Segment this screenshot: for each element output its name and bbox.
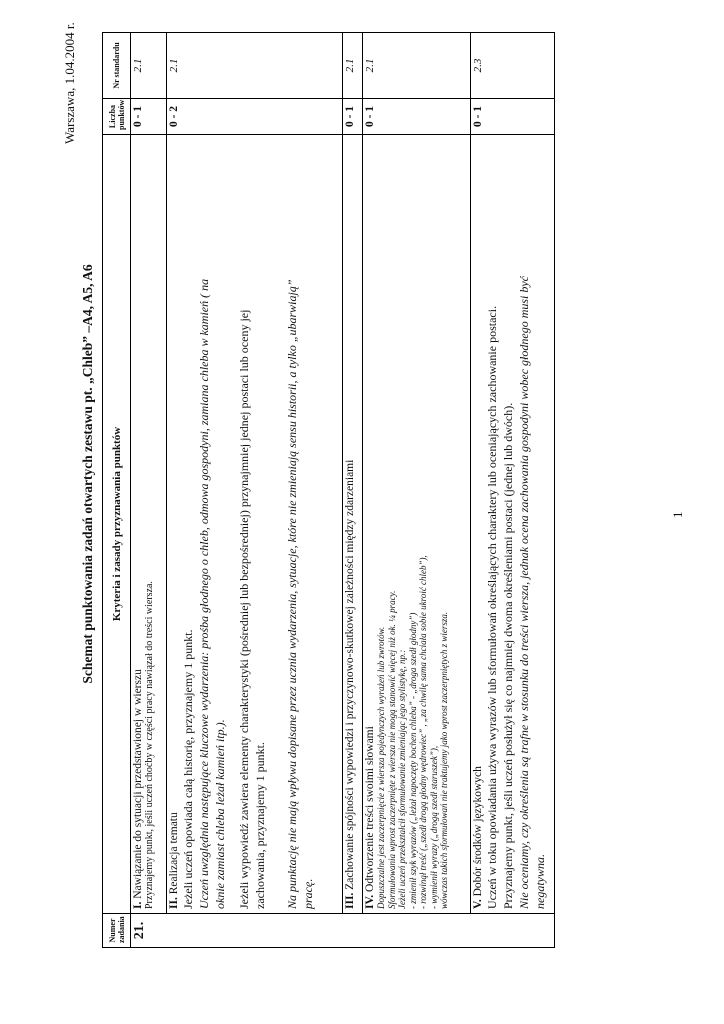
criteria-section-4 bbox=[363, 135, 471, 914]
table-row bbox=[363, 33, 471, 948]
criteria-section-3 bbox=[343, 135, 363, 914]
section-2-heading: II. Realizacja tematu bbox=[168, 812, 180, 909]
section-1-text: Przyznajemy punkt, jeśli uczeń choćby w części pracy nawiązał do treści wiersza. bbox=[144, 581, 155, 909]
table-row bbox=[343, 33, 363, 948]
section-4-note-5: - rozwinął treść („szedł drogą głodny wędrowiec” , „za chwilę sama chciała sobie ukroić chleb”), bbox=[418, 555, 428, 909]
points-section-5: 0 - 1 bbox=[471, 99, 555, 135]
section-2-line-3: oknie zamiast chleba leżał kamień itp.). bbox=[213, 719, 227, 909]
document-date: Warszawa, 1.04.2004 r. bbox=[62, 22, 77, 144]
section-2-line-5: zachowania, przyznajemy 1 punkt. bbox=[253, 742, 267, 909]
section-5-line-4: negatywna. bbox=[533, 854, 547, 909]
header-points: Liczba punktów bbox=[103, 99, 131, 135]
standard-section-4: 2.1 bbox=[363, 33, 471, 99]
section-5-line-2: Przyznajemy punkt, jeśli uczeń posłużył się co najmniej dwoma określeniami postaci (jednej lub dwóch). bbox=[501, 402, 515, 909]
section-4-note-2: Sformułowania wprost zaczerpnięte z wiersza nie mogą stanowić więcej niż ok. ¼ pracy. bbox=[386, 590, 397, 909]
header-criteria: Kryteria i zasady przyznawania punktów bbox=[103, 135, 131, 914]
section-4-note-1: Dopuszczalne jest zaczerpnięcie z wiersza pojedynczych wyrażeń lub zwrotów. bbox=[376, 626, 386, 909]
points-section-2: 0 - 2 bbox=[167, 99, 343, 135]
points-section-4: 0 - 1 bbox=[363, 99, 471, 135]
section-4-note-3: Jeżeli uczeń przekształcił sformułowanie zmieniając jego stylistykę, np.: bbox=[397, 649, 407, 909]
points-section-3: 0 - 1 bbox=[343, 99, 363, 135]
section-2-line-1: Jeżeli uczeń opowiada całą historię, przyznajemy 1 punkt. bbox=[181, 629, 195, 909]
table-row bbox=[131, 33, 167, 948]
section-1-heading: I. Nawiązanie do sytuacji przedstawionej w wierszu bbox=[132, 669, 144, 909]
standard-section-5: 2.3 bbox=[471, 33, 555, 99]
standard-section-1: 2.1 bbox=[131, 33, 167, 99]
scoring-table bbox=[102, 32, 555, 948]
criteria-section-1 bbox=[131, 135, 167, 914]
section-4-note-6: - wymienił wyrazy („drogą szedł staruszek”), bbox=[428, 745, 439, 909]
table-row bbox=[167, 33, 343, 948]
standard-section-3: 2.1 bbox=[343, 33, 363, 99]
section-5-line-3: Nie oceniamy, czy określenia są trafne w stosunku do treści wiersza, jednak ocena zachowania gospodyni wobec głodnego musi być bbox=[517, 275, 531, 909]
section-2-line-4: Jeżeli wypowiedź zawiera elementy charakterystyki (pośredniej lub bezpośredniej) przynajmniej jednej postaci lub oceny jej bbox=[237, 309, 251, 909]
table-header-row bbox=[103, 33, 131, 948]
document-title: Schemat punktowania zadań otwartych zestawu pt. „Chleb” –A4, A5, A6 bbox=[80, 264, 95, 684]
header-standard: Nr standardu bbox=[103, 33, 131, 99]
header-task-number: Numer zadania bbox=[103, 914, 131, 948]
section-2-line-2: Uczeń uwzględnia następujące kluczowe wydarzenia: prośba głodnego o chleb, odmowa gospodyni, zamiana chleba w kamień ( na bbox=[197, 278, 211, 909]
section-4-note-4: - zmienił szyk wyrazów („leżał napoczęty bochen chleba” - „droga szedł głodny”) bbox=[407, 612, 418, 909]
criteria-section-5 bbox=[471, 135, 555, 914]
points-section-1: 0 - 1 bbox=[131, 99, 167, 135]
section-4-heading: IV. Odtworzenie treści swoimi słowami bbox=[364, 726, 376, 909]
section-2-line-6: Na punktację nie mają wpływu dopisane przez ucznia wydarzenia, sytuacje, które nie zmieniają sensu historii, a tylko „ubarwiają” bbox=[285, 279, 299, 909]
section-3-heading: III. Zachowanie spójności wypowiedzi i przyczynowo-skutkowej zależności między zdarzeniami bbox=[344, 459, 356, 909]
task-number: 21. bbox=[131, 914, 555, 948]
section-5-heading: V. Dobór środków językowych bbox=[472, 766, 484, 909]
table-row bbox=[471, 33, 555, 948]
page-number: 1 bbox=[670, 511, 685, 518]
section-4-note-7: wówczas takich sformułowań nie traktujemy jako wprost zaczerpniętych z wiersza. bbox=[439, 611, 449, 909]
section-5-line-1: Uczeń w toku opowiadania używa wyrazów lub sformułowań określających charaktery lub oceniających zachowanie postaci. bbox=[485, 305, 499, 909]
section-2-line-7: pracę. bbox=[301, 878, 315, 909]
standard-section-2: 2.1 bbox=[167, 33, 343, 99]
criteria-section-2 bbox=[167, 135, 343, 914]
